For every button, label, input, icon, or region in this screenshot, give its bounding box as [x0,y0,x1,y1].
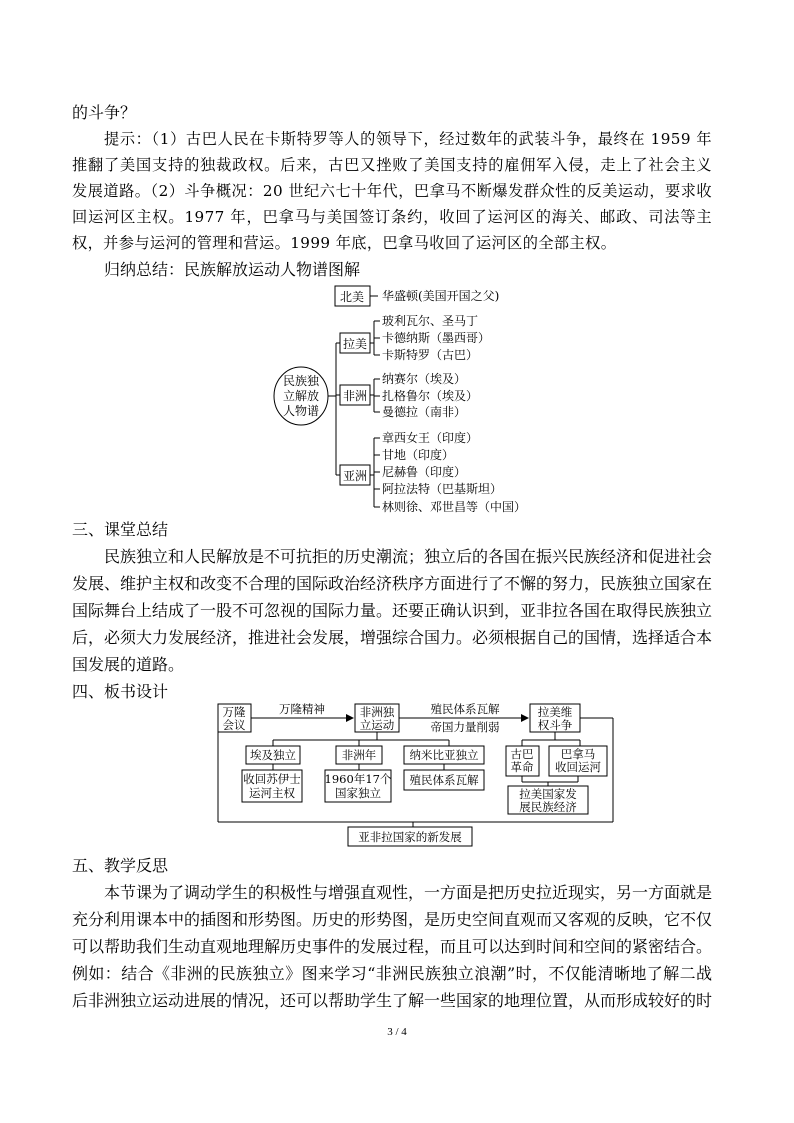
person-lin-deng: 林则徐、邓世昌等（中国） [382,500,527,514]
section-3-heading: 三、课堂总结 [72,520,169,539]
person-bolivar: 玻利瓦尔、圣马丁 [382,314,479,328]
latam-line-2: 权斗争 [537,718,573,732]
root-line-1: 民族独 [282,374,320,388]
new-development-label: 亚非拉国家的新发展 [358,830,462,844]
section-5-line: 充分利用课本中的插图和形势图。历史的形势图，是历史空间直观而又客观的反映，它不仅 [72,910,713,929]
suez-line-2: 运河主权 [249,786,295,800]
group-label-africa: 非洲 [342,389,368,403]
panama-line-1: 巴拿马 [560,747,596,761]
summary-label: 归纳总结：民族解放运动人物谱图解 [104,260,361,279]
wanlong-spirit-label: 万隆精神 [279,702,325,716]
cuba-line-2: 革命 [510,760,534,774]
person-rani: 章西女王（印度） [382,431,479,445]
cuba-line-1: 古巴 [510,747,534,761]
text-line-6: 权，并参与运河的管理和营运。1999 年底，巴拿马收回了运河区的全部主权。 [72,234,617,252]
group-label-latin-america: 拉美 [342,337,368,351]
colonial-collapse-label: 殖民体系瓦解 [409,773,479,787]
text-line-5: 回运河区主权。1977 年，巴拿马与美国签订条约，收回了运河区的海关、邮政、司法等主 [72,208,712,226]
wanlong-line-1: 万隆 [222,705,246,719]
africa-indep-line-2: 立运动 [359,718,395,732]
person-washington: 华盛顿(美国开国之父) [382,289,500,303]
arrow-label-bottom: 帝国力量削弱 [430,720,500,734]
section-5-line: 本节课为了调动学生的积极性与增强直观性，一方面是把历史拉近现实，另一方面就是 [104,883,713,902]
wanlong-line-2: 会议 [222,718,246,732]
person-arafat: 阿拉法特（巴基斯坦） [382,482,503,496]
section-3-line: 后，必须大力发展经济，推进社会发展，增强综合国力。必须根据自己的国情，选择适合本 [72,628,713,647]
person-nasser: 纳赛尔（埃及） [382,372,467,386]
text-line-3: 推翻了美国支持的独裁政权。后来，古巴又挫败了美国支持的雇佣军入侵，走上了社会主义 [72,156,712,174]
namibia-label: 纳米比亚独立 [409,748,479,762]
section-4-heading: 四、板书设计 [72,682,169,701]
arrow-label-top: 殖民体系瓦解 [430,702,500,716]
group-label-north-america: 北美 [339,290,365,304]
section-5-line: 例如：结合《非洲的民族独立》图来学习“非洲民族独立浪潮”时，不仅能清晰地了解二战 [72,964,712,983]
root-line-3: 人物谱 [282,404,320,418]
section-3-line: 国际舞台上结成了一股不可忽视的国际力量。还要正确认识到，亚非拉各国在取得民族独立 [72,601,713,620]
person-gandhi: 甘地（印度） [382,448,455,462]
text-line-4: 发展道路。（2）斗争概况：20 世纪六七十年代，巴拿马不断爆发群众性的反美运动，要求收 [72,182,712,200]
section-5-heading: 五、教学反思 [72,856,169,875]
panama-line-2: 收回运河 [555,760,601,774]
person-cardenas: 卡德纳斯（墨西哥） [382,331,491,345]
person-zaghloul: 扎格鲁尔（埃及） [382,389,479,403]
latam-line-1: 拉美维 [537,705,573,719]
section-3-line: 国发展的道路。 [72,655,185,674]
latam-econ-line-2: 展民族经济 [519,800,577,814]
latam-econ-line-1: 拉美国家发 [519,787,577,801]
person-nehru: 尼赫鲁（印度） [382,465,467,479]
section-5-line: 可以帮助我们生动直观地理解历史事件的发展过程，而且可以达到时间和空间的紧密结合。 [72,937,713,956]
africa-year-label: 非洲年 [341,748,377,762]
section-3-line: 民族独立和人民解放是不可抗拒的历史潮流；独立后的各国在振兴民族经济和促进社会 [104,547,713,566]
egypt-label: 埃及独立 [250,748,296,762]
person-mandela: 曼德拉（南非） [382,405,467,419]
page-number: 3 / 4 [387,1026,407,1038]
person-castro: 卡斯特罗（古巴） [382,348,479,362]
group-label-asia: 亚洲 [342,469,368,483]
section-5-line: 后非洲独立运动进展的情况，还可以帮助学生了解一些国家的地理位置，从而形成较好的时 [72,991,713,1010]
africa-indep-line-1: 非洲独 [359,705,395,719]
suez-line-1: 收回苏伊士 [243,772,301,786]
year1960-line-2: 国家独立 [335,786,381,800]
text-line-1: 的斗争？ [72,103,137,122]
text-line-2: 提示：（1）古巴人民在卡斯特罗等人的领导下，经过数年的武装斗争，最终在 1959 年 [104,130,712,148]
root-line-2: 立解放 [282,389,320,403]
section-3-line: 发展、维护主权和改变不合理的国际政治经济秩序方面进行了不懈的努力，民族独立国家在 [72,574,713,593]
year1960-line-1: 1960年17个 [324,772,392,786]
